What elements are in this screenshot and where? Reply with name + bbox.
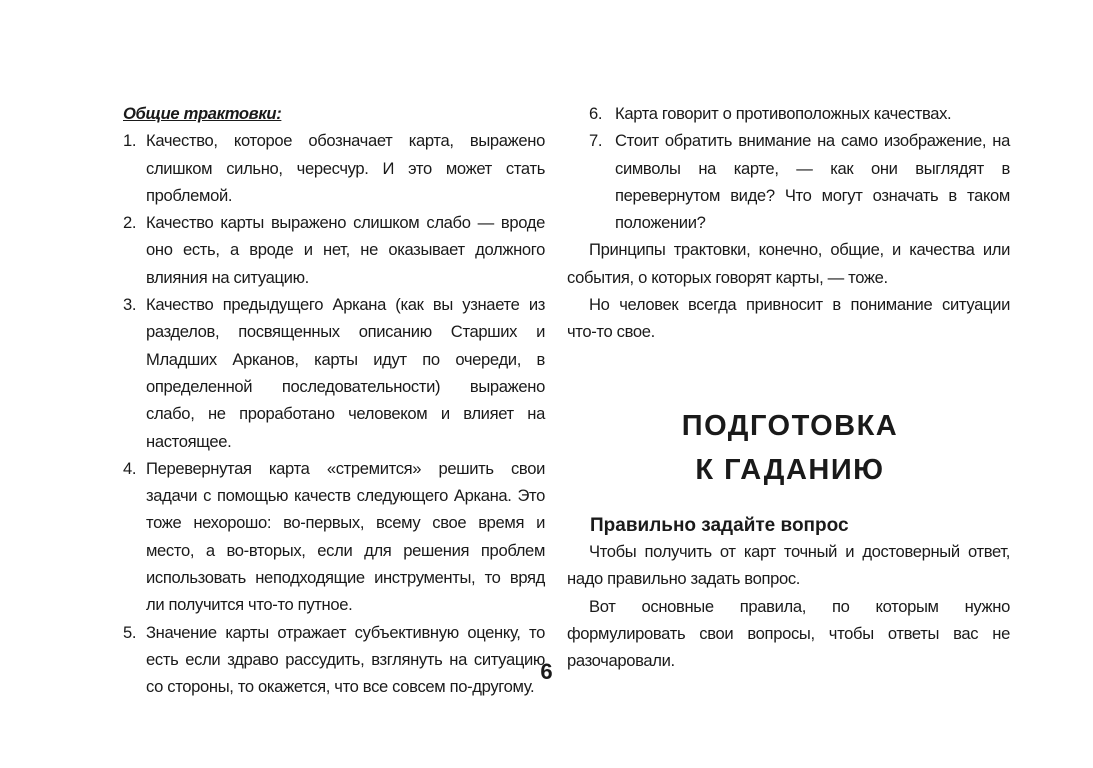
- chapter-heading-line: ПОДГОТОВКА: [681, 410, 899, 442]
- list-item: [123, 127, 545, 209]
- list-item: [589, 127, 1010, 236]
- paragraph: Вот основные правила, по которым нужно формулировать свои вопросы, чтобы ответы вас не разочаровали.: [567, 596, 1010, 671]
- paragraph: Принципы трактовки, конечно, общие, и качества или события, о которых говорят карты, — тоже.: [567, 240, 1010, 287]
- section-title: Правильно задайте вопрос: [590, 515, 849, 536]
- chapter-heading: [640, 404, 940, 492]
- item-text: Перевернутая карта «стремится» решить свои задачи с помощью качеств следующего Аркана. Это тоже нехорошо: во-первых, всему свое время и место, а во-вторых, если для решения проблем использовать неподходящие инструменты, то вряд ли получится что-то путное.: [146, 458, 545, 615]
- paragraph: Но человек всегда привносит в понимание ситуации что-то свое.: [567, 295, 1010, 342]
- left-column: [123, 100, 545, 701]
- paragraph: Чтобы получить от карт точный и достоверный ответ, надо правильно задать вопрос.: [567, 542, 1010, 589]
- item-text: Качество, которое обозначает карта, выражено слишком сильно, чересчур. И это может стать проблемой.: [146, 131, 545, 205]
- page-number: 6: [540, 659, 553, 684]
- item-number: 2.: [123, 213, 137, 233]
- list-item: [123, 209, 545, 291]
- item-text: Значение карты отражает субъективную оценку, то есть если здраво рассудить, взглянуть на ситуацию со стороны, то окажется, что все совсем по-другому.: [146, 622, 545, 697]
- item-number: 7.: [589, 131, 603, 151]
- item-text: Качество предыдущего Аркана (как вы узнаете из разделов, посвященных описанию Старших и Младших Арканов, карты идут по очереди, в определенной последовательности) выражено слабо, не проработано человеком и влияет на настоящее.: [146, 295, 545, 451]
- right-column: [567, 100, 1010, 346]
- chapter-heading-line: К ГАДАНИЮ: [695, 454, 885, 486]
- interpretations-list-continued: [589, 100, 1010, 236]
- interpretations-list: [123, 127, 545, 700]
- list-item: [589, 100, 1010, 127]
- item-text: Качество карты выражено слишком слабо — вроде оно есть, а вроде и нет, не оказывает должного влияния на ситуацию.: [146, 213, 545, 287]
- list-item: [123, 455, 545, 619]
- item-text: Карта говорит о противоположных качествах.: [615, 104, 952, 123]
- item-number: 4.: [123, 458, 137, 478]
- section-body: [567, 538, 1010, 674]
- item-number: 1.: [123, 131, 137, 151]
- item-number: 6.: [589, 104, 603, 123]
- item-number: 5.: [123, 622, 137, 642]
- list-item: [123, 291, 545, 455]
- item-number: 3.: [123, 295, 137, 315]
- subheading-general-interpretations: Общие трактовки:: [123, 104, 282, 123]
- item-text: Стоит обратить внимание на само изображение, на символы на карте, — как они выглядят в перевернутом виде? Что могут означать в таком положении?: [615, 131, 1010, 233]
